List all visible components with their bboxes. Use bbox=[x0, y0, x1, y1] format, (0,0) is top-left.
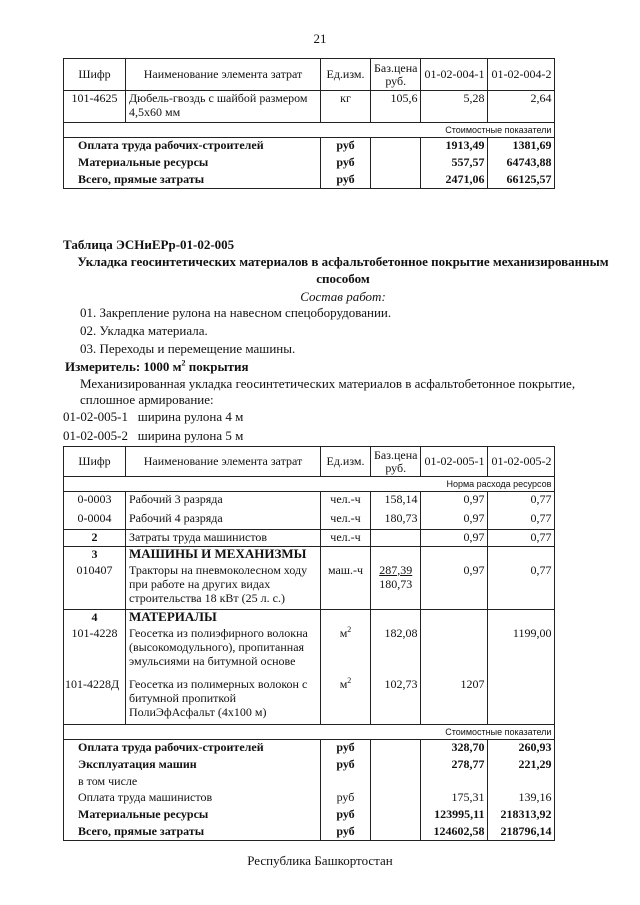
summary-row bbox=[64, 155, 555, 172]
table-title-line1: Укладка геосинтетических материалов в асфальтобетонное покрытие механизированным bbox=[77, 254, 609, 269]
table-row bbox=[64, 563, 555, 610]
variant-line: 01-02-005-2 ширина рулона 5 м bbox=[63, 428, 244, 443]
work-item: 03. Переходы и перемещение машины. bbox=[80, 341, 296, 356]
row-name: Тракторы на пневмоколесном ходу при работе на других видах строительства 18 кВт (25 л. с.) bbox=[126, 563, 321, 610]
row-v2: 2,64 bbox=[488, 91, 555, 123]
row-code: 101-4228Д bbox=[64, 677, 126, 725]
summary-row bbox=[64, 774, 555, 790]
summary-unit: руб bbox=[321, 172, 371, 189]
row-unit: чел.-ч bbox=[321, 492, 371, 511]
header-code: Шифр bbox=[64, 59, 126, 91]
caption-row bbox=[64, 123, 555, 138]
section-name: МАШИНЫ И МЕХАНИЗМЫ bbox=[126, 547, 321, 563]
table-row bbox=[64, 511, 555, 530]
summary-v2: 64743,88 bbox=[488, 155, 555, 172]
row-base: 102,73 bbox=[371, 677, 421, 725]
caption-row bbox=[64, 477, 555, 492]
table-row bbox=[64, 91, 555, 123]
summary-v2: 1381,69 bbox=[488, 138, 555, 155]
summary-label: в том числе bbox=[64, 774, 321, 790]
summary-v2 bbox=[488, 774, 555, 790]
summary-v1: 1913,49 bbox=[421, 138, 488, 155]
summary-v1: 124602,58 bbox=[421, 824, 488, 841]
meter-description: Механизированная укладка геосинтетических материалов в асфальтобетонное покрытие, сплошное армирование: bbox=[80, 376, 576, 407]
work-item: 01. Закрепление рулона на навесном спецоборудовании. bbox=[80, 305, 392, 320]
table-row bbox=[64, 492, 555, 511]
summary-label: Эксплуатация машин bbox=[64, 757, 321, 774]
row-v1 bbox=[421, 626, 488, 677]
header-base-price: Баз.цена руб. bbox=[371, 447, 421, 477]
summary-v2: 260,93 bbox=[488, 740, 555, 757]
table-row bbox=[64, 677, 555, 725]
meter-label: Измеритель: 1000 $м^2$ покрытия bbox=[65, 358, 249, 374]
header-code: Шифр bbox=[64, 447, 126, 477]
row-v1: 5,28 bbox=[421, 91, 488, 123]
table-header-row bbox=[64, 447, 555, 477]
table-header-row bbox=[64, 59, 555, 91]
summary-v1: 2471,06 bbox=[421, 172, 488, 189]
summary-label: Оплата труда рабочих-строителей bbox=[64, 138, 321, 155]
row-name: Рабочий 4 разряда bbox=[126, 511, 321, 530]
summary-label: Материальные ресурсы bbox=[64, 155, 321, 172]
row-base: 182,08 bbox=[371, 626, 421, 677]
header-name: Наименование элемента затрат bbox=[126, 59, 321, 91]
row-unit: кг bbox=[321, 91, 371, 123]
summary-row bbox=[64, 824, 555, 841]
row-unit: чел.-ч bbox=[321, 511, 371, 530]
row-name: Рабочий 3 разряда bbox=[126, 492, 321, 511]
row-code: 0-0003 bbox=[64, 492, 126, 511]
summary-unit: руб bbox=[321, 740, 371, 757]
summary-v1: 557,57 bbox=[421, 155, 488, 172]
row-unit: маш.-ч bbox=[321, 563, 371, 610]
summary-row bbox=[64, 138, 555, 155]
summary-v1: 175,31 bbox=[421, 790, 488, 807]
summary-unit: руб bbox=[321, 155, 371, 172]
summary-v1 bbox=[421, 774, 488, 790]
summary-label: Материальные ресурсы bbox=[64, 807, 321, 824]
row-v1: 0,97 bbox=[421, 563, 488, 610]
row-v2 bbox=[488, 677, 555, 725]
summary-row bbox=[64, 172, 555, 189]
row-unit: $м^2$ bbox=[321, 626, 371, 677]
row-code: 010407 bbox=[64, 563, 126, 610]
summary-v1: 328,70 bbox=[421, 740, 488, 757]
row-v1: 0,97 bbox=[421, 511, 488, 530]
row-base: 158,14 bbox=[371, 492, 421, 511]
summary-v1: 278,77 bbox=[421, 757, 488, 774]
summary-v2: 221,29 bbox=[488, 757, 555, 774]
summary-v2: 218313,92 bbox=[488, 807, 555, 824]
table-row bbox=[64, 530, 555, 547]
section-row bbox=[64, 547, 555, 563]
header-base-price: Баз.цена руб. bbox=[371, 59, 421, 91]
summary-label: Оплата труда машинистов bbox=[64, 790, 321, 807]
section-code: 4 bbox=[64, 610, 126, 626]
row-v2: 1199,00 bbox=[488, 626, 555, 677]
row-v1: 1207 bbox=[421, 677, 488, 725]
summary-label: Всего, прямые затраты bbox=[64, 824, 321, 841]
row-code: 101-4228 bbox=[64, 626, 126, 677]
row-unit: чел.-ч bbox=[321, 530, 371, 547]
header-col2: 01-02-005-2 bbox=[488, 447, 555, 477]
summary-row bbox=[64, 790, 555, 807]
summary-row bbox=[64, 757, 555, 774]
header-unit: Ед.изм. bbox=[321, 59, 371, 91]
summary-unit: руб bbox=[321, 790, 371, 807]
row-base: 180,73 bbox=[371, 511, 421, 530]
cost-caption: Стоимостные показатели bbox=[64, 123, 555, 138]
header-unit: Ед.изм. bbox=[321, 447, 371, 477]
estimate-table-1 bbox=[63, 58, 555, 189]
row-v1: 0,97 bbox=[421, 530, 488, 547]
header-col2: 01-02-004-2 bbox=[488, 59, 555, 91]
summary-unit: руб bbox=[321, 757, 371, 774]
row-name: Дюбель-гвоздь с шайбой размером 4,5х60 мм bbox=[126, 91, 321, 123]
footer-region: Республика Башкортостан bbox=[247, 853, 393, 868]
variant-line: 01-02-005-1 ширина рулона 4 м bbox=[63, 409, 244, 424]
row-base: 287,39 180,73 bbox=[371, 563, 421, 610]
row-v2: 0,77 bbox=[488, 511, 555, 530]
summary-unit: руб bbox=[321, 807, 371, 824]
summary-v2: 218796,14 bbox=[488, 824, 555, 841]
page-number: 21 bbox=[313, 31, 327, 46]
section-row bbox=[64, 610, 555, 626]
work-item: 02. Укладка материала. bbox=[80, 323, 208, 338]
row-unit: $м^2$ bbox=[321, 677, 371, 725]
row-base: 105,6 bbox=[371, 91, 421, 123]
row-name: Геосетка из полиэфирного волокна (высокомодульного), пропитанная эмульсиями на битумной основе bbox=[126, 626, 321, 677]
header-name: Наименование элемента затрат bbox=[126, 447, 321, 477]
section-name: МАТЕРИАЛЫ bbox=[126, 610, 321, 626]
table-title-line2: способом bbox=[316, 271, 370, 286]
summary-v1: 123995,11 bbox=[421, 807, 488, 824]
row-code: 0-0004 bbox=[64, 511, 126, 530]
summary-row bbox=[64, 807, 555, 824]
row-v1: 0,97 bbox=[421, 492, 488, 511]
summary-label: Оплата труда рабочих-строителей bbox=[64, 740, 321, 757]
header-col1: 01-02-005-1 bbox=[421, 447, 488, 477]
summary-v2: 66125,57 bbox=[488, 172, 555, 189]
row-name: Затраты труда машинистов bbox=[126, 530, 321, 547]
header-col1: 01-02-004-1 bbox=[421, 59, 488, 91]
estimate-table-2 bbox=[63, 446, 555, 841]
summary-v2: 139,16 bbox=[488, 790, 555, 807]
summary-label: Всего, прямые затраты bbox=[64, 172, 321, 189]
row-v2: 0,77 bbox=[488, 563, 555, 610]
row-code: 2 bbox=[64, 530, 126, 547]
section-code: 3 bbox=[64, 547, 126, 563]
table-label: Таблица ЭСНиЕРр-01-02-005 bbox=[63, 237, 235, 252]
cost-caption: Стоимостные показатели bbox=[64, 725, 555, 740]
caption-row bbox=[64, 725, 555, 740]
row-name: Геосетка из полимерных волокон с битумной пропиткой ПолиЭфАсфальт (4х100 м) bbox=[126, 677, 321, 725]
composition-title: Состав работ: bbox=[300, 289, 386, 304]
table-row bbox=[64, 626, 555, 677]
row-v2: 0,77 bbox=[488, 492, 555, 511]
summary-unit: руб bbox=[321, 138, 371, 155]
row-code: 101-4625 bbox=[64, 91, 126, 123]
row-v2: 0,77 bbox=[488, 530, 555, 547]
summary-unit bbox=[321, 774, 371, 790]
summary-row bbox=[64, 740, 555, 757]
summary-unit: руб bbox=[321, 824, 371, 841]
norm-caption: Норма расхода ресурсов bbox=[64, 477, 555, 492]
